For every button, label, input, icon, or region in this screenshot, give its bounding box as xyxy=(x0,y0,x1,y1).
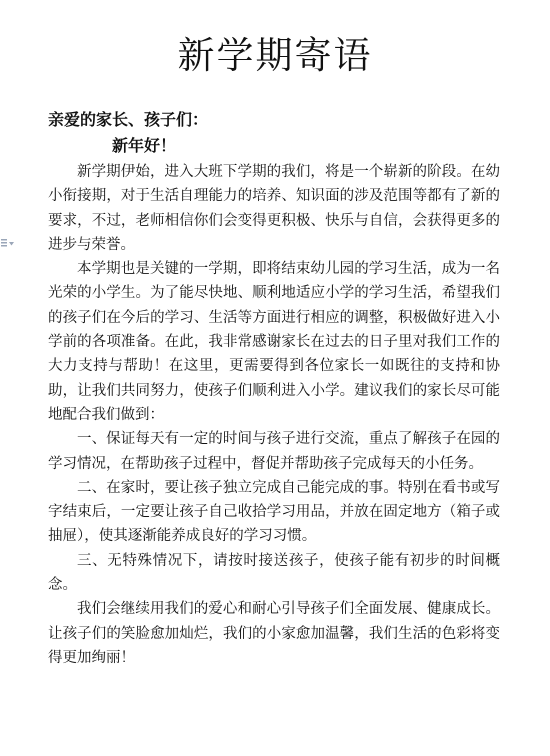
paragraph-item-3: 三、无特殊情况下，请按时接送孩子，使孩子能有初步的时间概念。 xyxy=(48,552,500,594)
paragraph-options-icon[interactable] xyxy=(0,236,16,250)
paragraph-intro: 新学期伊始，进入大班下学期的我们，将是一个崭新的阶段。在幼小衔接期，对于生活自理能力的培养、知识面的涉及范围等都有了新的要求，不过，老师相信你们会变得更积极、快乐与自信，会获得更多的进步与荣誉。 xyxy=(48,164,500,253)
letter-body xyxy=(48,160,500,670)
document-title: 新学期寄语 xyxy=(177,34,373,77)
salutation: 亲爱的家长、孩子们： xyxy=(48,110,209,129)
greeting: 新年好！ xyxy=(112,136,177,155)
paragraph-item-2: 二、在家时，要让孩子独立完成自己能完成的事。特别在看书或写字结束后，一定要让孩子自己收拾学习用品，并放在固定地方（箱子或抽屉），使其逐渐能养成良好的学习习惯。 xyxy=(48,479,500,545)
paragraph-closing: 我们会继续用我们的爱心和耐心引导孩子们全面发展、健康成长。让孩子们的笑脸愈加灿烂，我们的小家愈加温馨，我们生活的色彩将变得更加绚丽！ xyxy=(48,601,500,666)
paragraph-item-1: 一、保证每天有一定的时间与孩子进行交流，重点了解孩子在园的学习情况，在帮助孩子过程中，督促并帮助孩子完成每天的小任务。 xyxy=(48,431,500,472)
paragraph-semester: 本学期也是关键的一学期，即将结束幼儿园的学习生活，成为一名光荣的小学生。为了能尽快地、顺利地适应小学的学习生活，希望我们的孩子们在今后的学习、生活等方面进行相应的调整，积极做好进入小学前的各项准备。在此，我非常感谢家长在过去的日子里对我们工作的大力支持与帮助！在这里，更需要得到各位家长一如既往的支持和协助，让我们共同努力，使孩子们顺利进入小学。建议我们的家长尽可能地配合我们做到： xyxy=(48,261,500,423)
